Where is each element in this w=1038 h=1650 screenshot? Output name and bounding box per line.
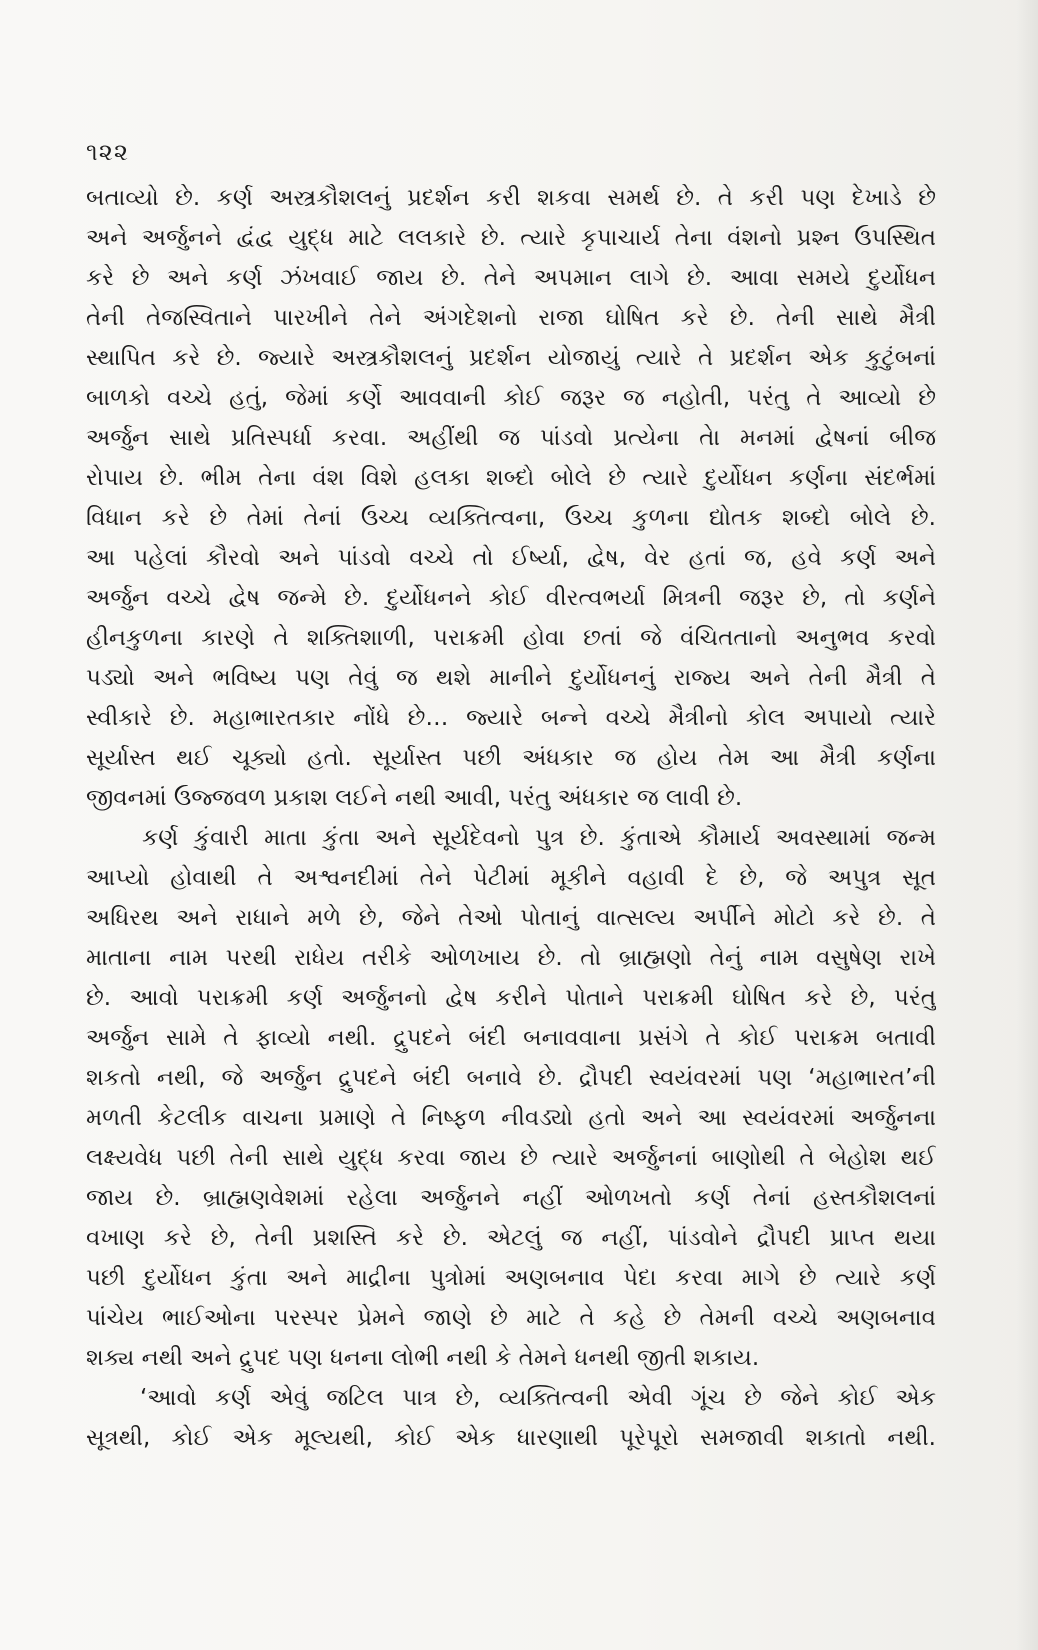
text-line: સૂત્રથી, કોઈ એક મૂલ્યથી, કોઈ એક ધારણાથી પૂરેપૂરો સમજાવી શકાતો નથી. <box>86 1425 936 1451</box>
text-line: ‘આવો કર્ણ એવું જટિલ પાત્ર છે, વ્યક્તિત્વની એવી ગૂંચ છે જેને કોઈ એક <box>140 1385 936 1411</box>
text-line: કરે છે અને કર્ણ ઝંખવાઈ જાય છે. તેને અપમાન લાગે છે. આવા સમયે દુર્યોધન <box>86 265 936 291</box>
text-line: શકતો નથી, જે અર્જુન દ્રુપદને બંદી બનાવે છે. દ્રૌપદી સ્વયંવરમાં પણ ‘મહાભારત’ની <box>86 1065 936 1091</box>
text-line: પડ્યો અને ભવિષ્ય પણ તેવું જ થશે માનીને દુર્યોધનનું રાજ્ય અને તેની મૈત્રી તે <box>86 665 936 691</box>
text-line: આ પહેલાં કૌરવો અને પાંડવો વચ્ચે તો ઈર્ષ્યા, દ્વેષ, વેર હતાં જ, હવે કર્ણ અને <box>86 545 936 571</box>
text-line: રોપાય છે. ભીમ તેના વંશ વિશે હલકા શબ્દો બોલે છે ત્યારે દુર્યોધન કર્ણના સંદર્ભમાં <box>86 465 936 491</box>
text-line: છે. આવો પરાક્રમી કર્ણ અર્જુનનો દ્વેષ કરીને પોતાને પરાક્રમી ઘોષિત કરે છે, પરંતુ <box>86 985 936 1011</box>
text-line: લક્ષ્યવેધ પછી તેની સાથે યુદ્ધ કરવા જાય છે ત્યારે અર્જુનનાં બાણોથી તે બેહોશ થઈ <box>86 1145 936 1171</box>
text-line: સૂર્યાસ્ત થઈ ચૂક્યો હતો. સૂર્યાસ્ત પછી અંધકાર જ હોય તેમ આ મૈત્રી કર્ણના <box>86 745 936 771</box>
text-line: અને અર્જુનને દ્વંદ્વ યુદ્ધ માટે લલકારે છે. ત્યારે કૃપાચાર્ય તેના વંશનો પ્રશ્ન ઉપસ્થિત <box>86 225 936 251</box>
page-edge-shadow <box>1016 0 1038 1650</box>
text-line: અર્જુન સાથે પ્રતિસ્પર્ધા કરવા. અહીંથી જ પાંડવો પ્રત્યેના તેા મનમાં દ્વેષનાં બીજ <box>86 425 936 451</box>
text-line: તેની તેજસ્વિતાને પારખીને તેને અંગદેશનો રાજા ઘોષિત કરે છે. તેની સાથે મૈત્રી <box>86 305 936 331</box>
text-line: અધિરથ અને રાધાને મળે છે, જેને તેઓ પોતાનું વાત્સલ્ય અર્પીને મોટો કરે છે. તે <box>86 905 936 931</box>
text-line: બાળકો વચ્ચે હતું, જેમાં કર્ણે આવવાની કોઈ જરૂર જ નહોતી, પરંતુ તે આવ્યો છે <box>86 385 936 411</box>
text-line: મળતી કેટલીક વાચના પ્રમાણે તે નિષ્ફળ નીવડ્યો હતો અને આ સ્વયંવરમાં અર્જુનના <box>86 1105 936 1131</box>
text-line: કર્ણ કુંવારી માતા કુંતા અને સૂર્યદેવનો પુત્ર છે. કુંતાએ કૌમાર્ય અવસ્થામાં જન્મ <box>142 825 936 851</box>
text-line: બતાવ્યો છે. કર્ણ અસ્ત્રકૌશલનું પ્રદર્શન કરી શકવા સમર્થ છે. તે કરી પણ દેખાડે છે <box>86 185 936 211</box>
page-body <box>86 178 936 1458</box>
page-number: ૧૨૨ <box>86 138 129 166</box>
text-line: જાય છે. બ્રાહ્મણવેશમાં રહેલા અર્જુનને નહીં ઓળખતો કર્ણ તેનાં હસ્તકૌશલનાં <box>86 1185 936 1211</box>
text-line: શક્ય નથી અને દ્રુપદ પણ ધનના લોભી નથી કે તેમને ધનથી જીતી શકાય. <box>86 1345 760 1371</box>
text-line: વિધાન કરે છે તેમાં તેનાં ઉચ્ચ વ્યક્તિત્વના, ઉચ્ચ કુળના દ્યોતક શબ્દો બોલે છે. <box>86 505 936 531</box>
text-line: અર્જુન વચ્ચે દ્વેષ જન્મે છે. દુર્યોધનને કોઈ વીરત્વભર્યા મિત્રની જરૂર છે, તો કર્ણને <box>86 585 936 611</box>
text-line: સ્થાપિત કરે છે. જ્યારે અસ્ત્રકૌશલનું પ્રદર્શન યોજાયું ત્યારે તે પ્રદર્શન એક કુટુંબનાં <box>86 345 936 371</box>
text-line: આપ્યો હોવાથી તે અશ્વનદીમાં તેને પેટીમાં મૂકીને વહાવી દે છે, જે અપુત્ર સૂત <box>86 865 936 891</box>
text-line: જીવનમાં ઉજ્જવળ પ્રકાશ લઈને નથી આવી, પરંતુ અંધકાર જ લાવી છે. <box>86 785 743 811</box>
text-line: વખાણ કરે છે, તેની પ્રશસ્તિ કરે છે. એટલું જ નહીં, પાંડવોને દ્રૌપદી પ્રાપ્ત થયા <box>86 1225 936 1251</box>
text-line: હીનકુળના કારણે તે શક્તિશાળી, પરાક્રમી હોવા છતાં જે વંચિતતાનો અનુભવ કરવો <box>86 625 936 651</box>
text-line: પાંચેય ભાઈઓના પરસ્પર પ્રેમને જાણે છે માટે તે કહે છે તેમની વચ્ચે અણબનાવ <box>86 1305 936 1331</box>
text-line: સ્વીકારે છે. મહાભારતકાર નોંધે છે… જ્યારે બન્ને વચ્ચે મૈત્રીનો કોલ અપાયો ત્યારે <box>86 705 936 731</box>
text-line: અર્જુન સામે તે ફાવ્યો નથી. દ્રુપદને બંદી બનાવવાના પ્રસંગે તે કોઈ પરાક્રમ બતાવી <box>86 1025 936 1051</box>
text-line: માતાના નામ પરથી રાધેય તરીકે ઓળખાય છે. તો બ્રાહ્મણો તેનું નામ વસુષેણ રાખે <box>86 945 936 971</box>
text-line: પછી દુર્યોધન કુંતા અને માદ્રીના પુત્રોમાં અણબનાવ પેદા કરવા માગે છે ત્યારે કર્ણ <box>86 1265 936 1291</box>
